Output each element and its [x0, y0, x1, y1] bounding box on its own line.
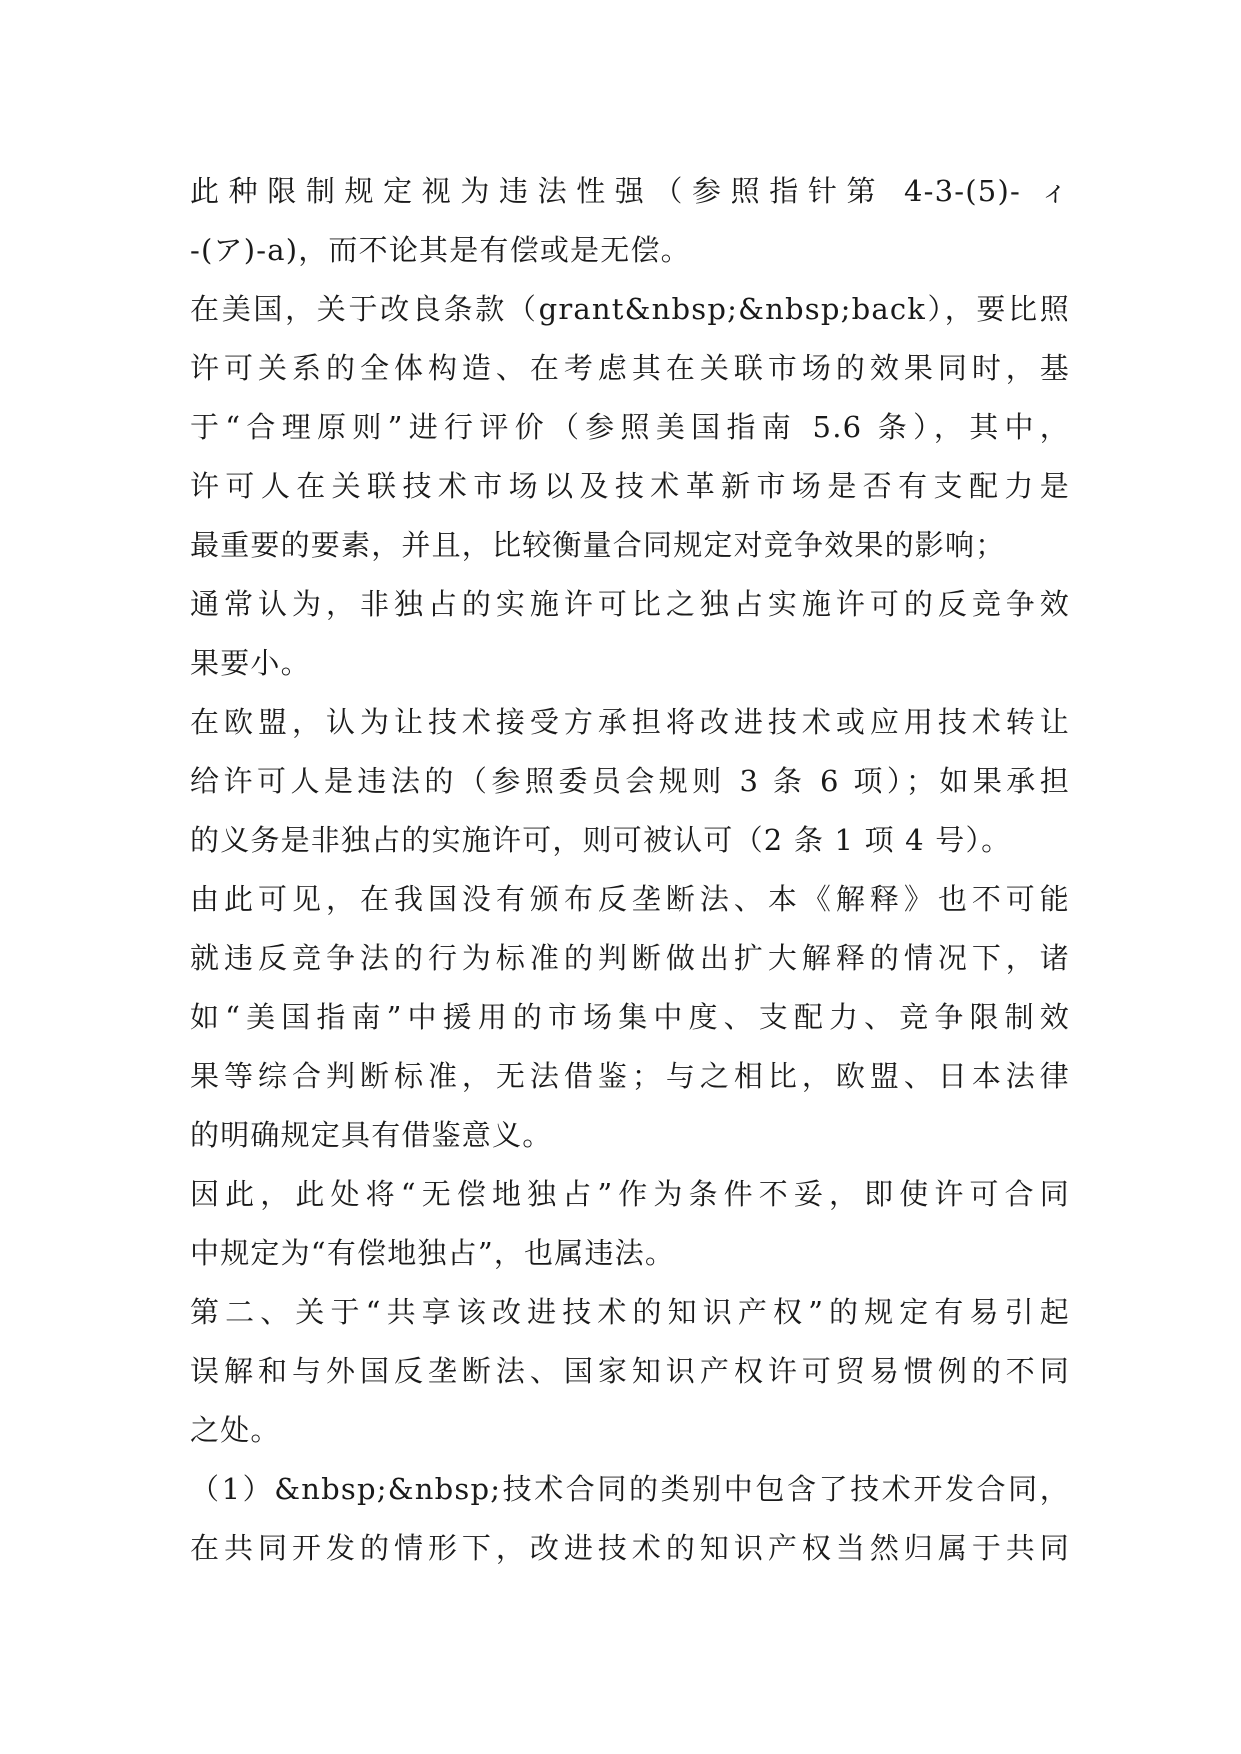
text-line: 因此，此处将“无偿地独占”作为条件不妥，即使许可合同: [190, 1177, 1070, 1211]
text-line: 通常认为，非独占的实施许可比之独占实施许可的反竞争效: [190, 587, 1070, 621]
text-line: （1）&nbsp;&nbsp;技术合同的类别中包含了技术开发合同，: [190, 1472, 1070, 1506]
text-line: 之处。: [190, 1413, 281, 1447]
text-line: 许可关系的全体构造、在考虑其在关联市场的效果同时，基: [190, 351, 1070, 385]
text-line: 果等综合判断标准，无法借鉴；与之相比，欧盟、日本法律: [190, 1059, 1070, 1093]
text-line: 的义务是非独占的实施许可，则可被认可（2 条 1 项 4 号）。: [190, 823, 1012, 857]
text-line: 果要小。: [190, 646, 311, 680]
text-line: 在欧盟，认为让技术接受方承担将改进技术或应用技术转让: [190, 705, 1070, 739]
text-line: 如“美国指南”中援用的市场集中度、支配力、竞争限制效: [190, 1000, 1070, 1034]
text-line: 的明确规定具有借鉴意义。: [190, 1118, 553, 1152]
text-line: 误解和与外国反垄断法、国家知识产权许可贸易惯例的不同: [190, 1354, 1070, 1388]
text-line: 中规定为“有偿地独占”，也属违法。: [190, 1236, 676, 1270]
text-line: 此种限制规定视为违法性强（参照指针第 4-3-(5)- ィ: [190, 174, 1070, 208]
document-body: [190, 162, 1070, 1578]
text-line: 由此可见，在我国没有颁布反垄断法、本《解释》也不可能: [190, 882, 1070, 916]
text-line: 给许可人是违法的（参照委员会规则 3 条 6 项）；如果承担: [190, 764, 1070, 798]
text-line: 许可人在关联技术市场以及技术革新市场是否有支配力是: [190, 469, 1070, 503]
text-line: 第二、关于“共享该改进技术的知识产权”的规定有易引起: [190, 1295, 1070, 1329]
text-line: 在美国，关于改良条款（grant&nbsp;&nbsp;back），要比照: [190, 292, 1070, 326]
text-line: 就违反竞争法的行为标准的判断做出扩大解释的情况下，诸: [190, 941, 1070, 975]
text-line: 于“合理原则”进行评价（参照美国指南 5.6 条），其中，: [190, 410, 1070, 444]
text-line: 在共同开发的情形下，改进技术的知识产权当然归属于共同: [190, 1531, 1070, 1565]
text-line: -(ア)-a)，而不论其是有偿或是无偿。: [190, 233, 691, 267]
text-line: 最重要的要素，并且，比较衡量合同规定对竞争效果的影响；: [190, 528, 1006, 562]
